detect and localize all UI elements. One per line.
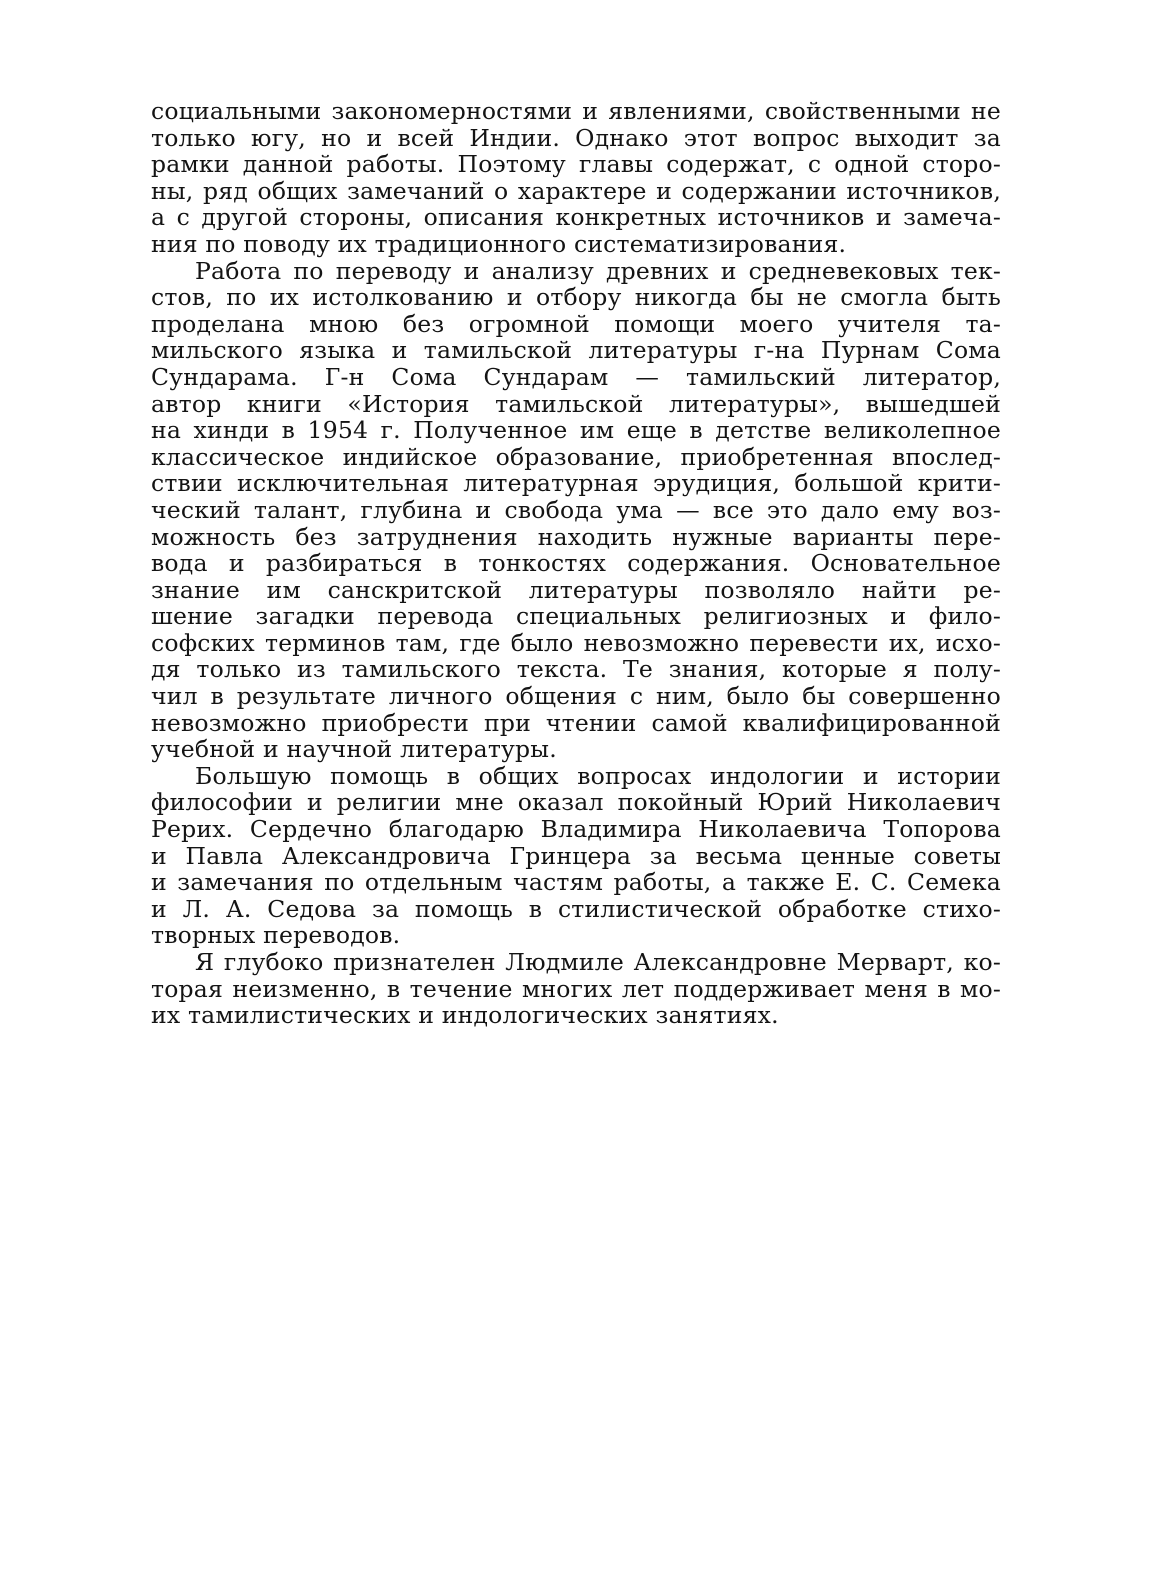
text-line: проделана мною без огромной помощи моего учителя та- [151, 309, 1001, 338]
text-line: автор книги «История тамильской литературы», вышедшей [151, 389, 1001, 418]
text-line: философии и религии мне оказал покойный Юрий Николаевич [151, 788, 1001, 817]
text-line: дя только из тамильского текста. Те знания, которые я полу- [151, 655, 1001, 684]
text-line: знание им санскритской литературы позволяло найти ре- [151, 575, 1001, 604]
text-line: их тамилистических и индологических занятиях. [151, 1001, 779, 1030]
text-line: ческий талант, глубина и свобода ума — все это дало ему воз- [151, 495, 1001, 524]
text-line: на хинди в 1954 г. Полученное им еще в детстве великолепное [151, 416, 1001, 445]
text-line: учебной и научной литературы. [151, 735, 557, 764]
text-line: ствии исключительная литературная эрудиция, большой крити- [151, 469, 1001, 498]
text-line: невозможно приобрести при чтении самой квалифицированной [151, 708, 1001, 737]
text-line: творных переводов. [151, 921, 401, 950]
text-line: социальными закономерностями и явлениями, свойственными не [151, 97, 1001, 125]
text-line: а с другой стороны, описания конкретных источников и замеча- [151, 203, 1001, 232]
text-line: вода и разбираться в тонкостях содержания. Основательное [151, 549, 1001, 578]
text-line: и Л. А. Седова за помощь в стилистической обработке стихо- [151, 894, 1001, 923]
text-line: Я глубоко признателен Людмиле Александровне Мерварт, ко- [195, 948, 1001, 976]
text-line: только югу, но и всей Индии. Однако этот вопрос выходит за [151, 123, 1001, 152]
text-line: торая неизменно, в течение многих лет поддерживает меня в мо- [151, 974, 1001, 1003]
paragraph [151, 258, 1001, 763]
text-line: Рерих. Сердечно благодарю Владимира Николаевича Топорова [151, 815, 1001, 844]
text-line: классическое индийское образование, приобретенная впослед- [151, 442, 1001, 471]
text-line: ны, ряд общих замечаний о характере и содержании источников, [151, 176, 1001, 205]
body-text [151, 98, 1001, 1029]
text-line: и замечания по отдельным частям работы, а также Е. С. Семека [151, 868, 1001, 897]
text-line: рамки данной работы. Поэтому главы содержат, с одной сторо- [151, 150, 1001, 179]
text-line: шение загадки перевода специальных религиозных и фило- [151, 602, 1001, 631]
text-line: и Павла Александровича Гринцера за весьма ценные советы [151, 841, 1001, 870]
text-line: Большую помощь в общих вопросах индологии и истории [195, 761, 1001, 790]
text-line: стов, по их истолкованию и отбору никогда бы не смогла быть [151, 283, 1001, 312]
text-line: ния по поводу их традиционного систематизирования. [151, 229, 847, 258]
text-line: Сундарама. Г-н Сома Сундарам — тамильский литератор, [151, 362, 1001, 391]
text-line: софских терминов там, где было невозможно перевести их, исхо- [151, 628, 1001, 657]
text-line: мильского языка и тамильской литературы г-на Пурнам Сома [151, 336, 1001, 365]
text-line: чил в результате личного общения с ним, было бы совершенно [151, 682, 1001, 711]
paragraph [151, 98, 1001, 258]
text-line: можность без затруднения находить нужные варианты пере- [151, 522, 1001, 551]
text-line: Работа по переводу и анализу древних и средневековых тек- [195, 256, 1001, 285]
paragraph [151, 763, 1001, 949]
paragraph [151, 949, 1001, 1029]
